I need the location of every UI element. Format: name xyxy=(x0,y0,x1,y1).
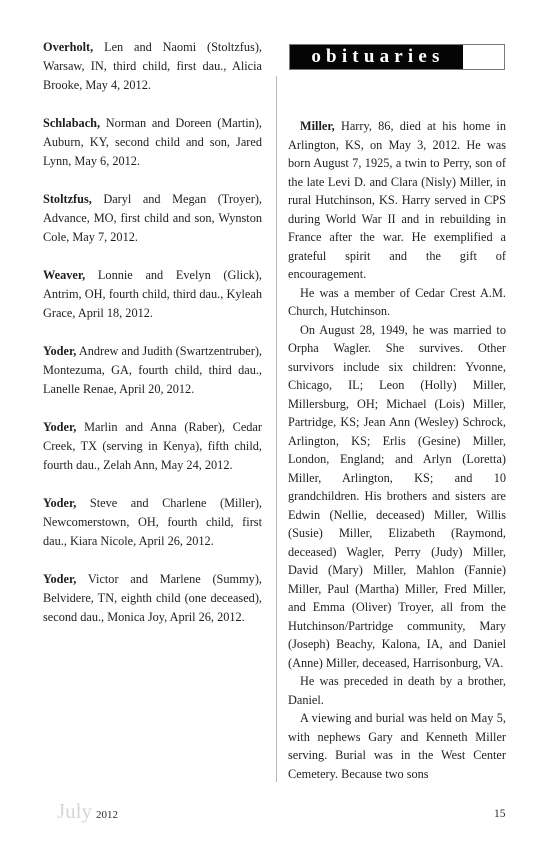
column-divider xyxy=(276,76,277,782)
family-name: Stoltzfus, xyxy=(43,192,92,206)
birth-entry xyxy=(43,190,262,247)
obituaries-banner-fill xyxy=(290,45,463,69)
paragraph-text: A viewing and burial was held on May 5, with nephews Gary and Kenneth Miller serving. Burial was in the West Center Cemetery. Because two sons xyxy=(288,711,506,781)
footer-year: 2012 xyxy=(96,809,118,821)
family-name: Weaver, xyxy=(43,268,86,282)
obituary-paragraph xyxy=(288,709,506,783)
family-name: Overholt, xyxy=(43,40,94,54)
section-title: obituaries xyxy=(311,46,445,67)
birth-details: Andrew and Judith (Swartzentruber), Montezuma, GA, fourth child, third dau., Lanelle Renae, April 20, 2012. xyxy=(43,344,262,396)
paragraph-text: He was a member of Cedar Crest A.M. Church, Hutchinson. xyxy=(288,285,506,318)
birth-details: Lonnie and Evelyn (Glick), Antrim, OH, fourth child, third dau., Kyleah Grace, April 18, 2012. xyxy=(43,268,262,320)
family-name: Yoder, xyxy=(43,496,77,510)
page-number: 15 xyxy=(494,808,506,820)
family-name: Yoder, xyxy=(43,572,77,586)
birth-details: Steve and Charlene (Miller), Newcomerstown, OH, fourth child, first dau., Kiara Nicole, April 26, 2012. xyxy=(43,496,262,548)
family-name: Yoder, xyxy=(43,420,77,434)
birth-entry xyxy=(43,494,262,551)
birth-details: Victor and Marlene (Summy), Belvidere, TN, eighth child (one deceased), second dau., Monica Joy, April 26, 2012. xyxy=(43,572,262,624)
deceased-name: Miller, xyxy=(300,119,335,133)
obituaries-column xyxy=(288,117,506,783)
birth-entry xyxy=(43,266,262,323)
birth-entry xyxy=(43,418,262,475)
birth-details: Norman and Doreen (Martin), Auburn, KY, second child and son, Jared Lynn, May 6, 2012. xyxy=(43,116,262,168)
birth-details: Daryl and Megan (Troyer), Advance, MO, first child and son, Wynston Cole, May 7, 2012. xyxy=(43,192,262,244)
obituary-paragraph xyxy=(288,321,506,673)
paragraph-text: He was preceded in death by a brother, Daniel. xyxy=(288,674,506,707)
obituary-paragraph xyxy=(288,117,506,284)
birth-entry xyxy=(43,114,262,171)
obituary-paragraph xyxy=(288,672,506,709)
birth-entry xyxy=(43,38,262,95)
obituary-paragraph xyxy=(288,284,506,321)
birth-entry xyxy=(43,342,262,399)
birth-entry xyxy=(43,570,262,627)
family-name: Yoder, xyxy=(43,344,77,358)
footer-month: July xyxy=(57,799,93,823)
family-name: Schlabach, xyxy=(43,116,101,130)
birth-details: Marlin and Anna (Raber), Cedar Creek, TX (serving in Kenya), fifth child, fourth dau., Zelah Ann, May 24, 2012. xyxy=(43,420,262,472)
obituaries-banner xyxy=(289,44,505,70)
birth-details: Len and Naomi (Stoltzfus), Warsaw, IN, third child, first dau., Alicia Brooke, May 4, 2012. xyxy=(43,40,262,92)
paragraph-text: On August 28, 1949, he was married to Orpha Wagler. She survives. Other survivors include six children: Yvonne, Chicago, IL; Leon (Holly) Miller, Millersburg, OH; Michael (Lois) Miller, Partridge, KS; Jean Ann (Wesley) Schrock, Arlington, KS; Erlis (Gesine) Miller, London, England; and Arlyn (Loretta) Miller, Arlington, KS; and 10 grandchildren. His brothers and sisters are Edwin (Nellie, deceased) Miller, Willis (Susie) Miller, Elizabeth (Raymond, deceased) Wagler, Perry (Judy) Miller, David (Mary) Miller, Mahlon (Fannie) Miller, Paul (Martha) Miller, Fred Miller, and Emma (Oliver) Troyer, all from the Hutchinson/Partridge community, Mary (Joseph) Beachy, Kalona, IA, and Daniel (Anne) Miller, deceased, Harrisonburg, VA. xyxy=(288,322,506,670)
birth-announcements-column xyxy=(43,38,262,646)
paragraph-text: Harry, 86, died at his home in Arlington, KS, on May 3, 2012. He was born August 7, 1925, a twin to Perry, son of the late Levi D. and Clara (Nisly) Miller, in rural Hutchinson, KS. Harry served in CPS during World War II and in rebuilding in France after the war. He exemplified a grateful spirit and the gift of encouragement. xyxy=(288,119,506,281)
